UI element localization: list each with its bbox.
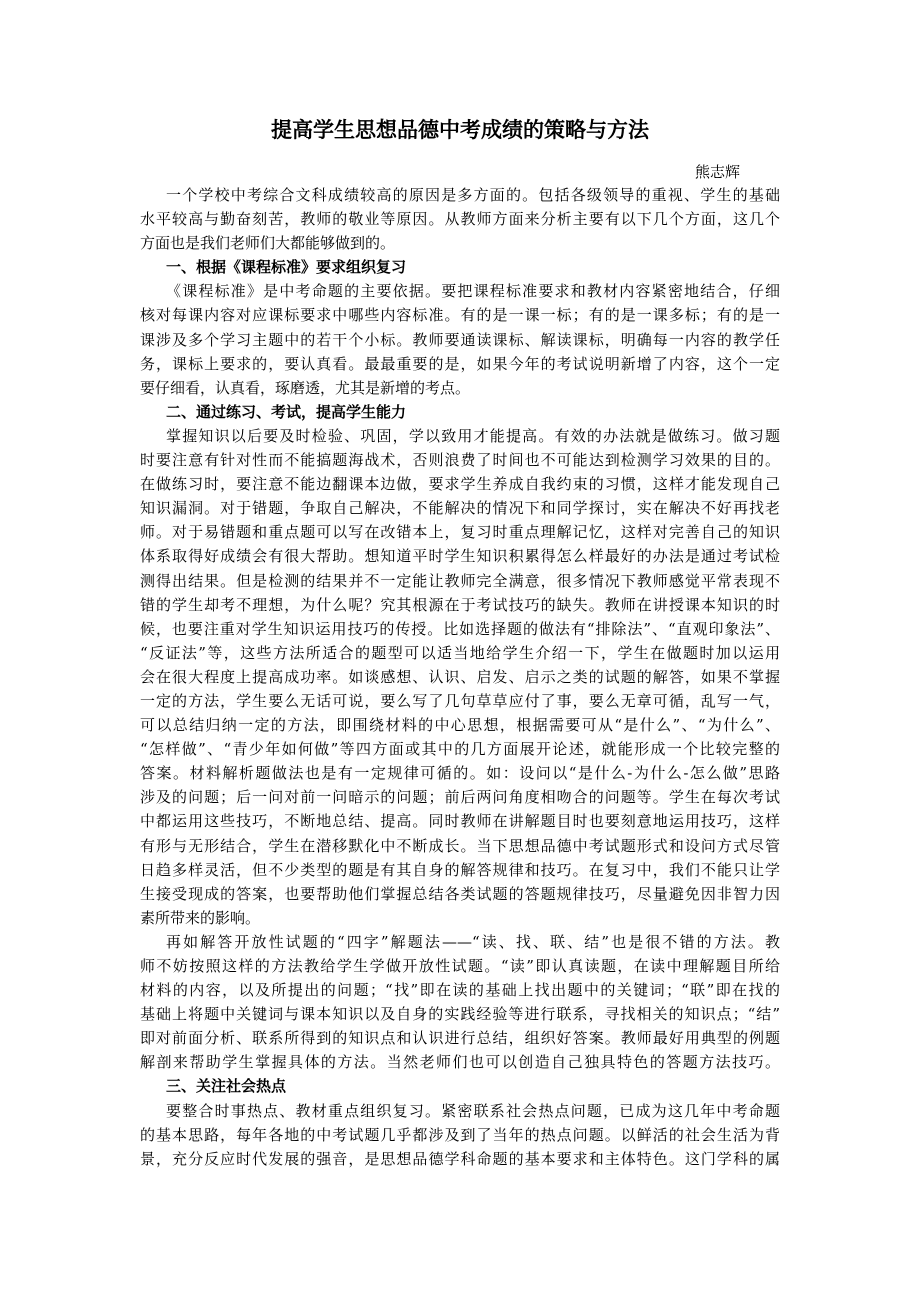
- text-line: [140, 809, 780, 833]
- paragraph: [140, 424, 780, 930]
- text-line: [140, 1002, 780, 1026]
- text-line: [140, 1147, 780, 1171]
- line-text: 要仔细看，认真看，琢磨透，尤其是新增的考点。: [140, 378, 471, 397]
- line-text: 答案。材料解析题做法也是有一定规律可循的。如：设问以“是什么-为什么-怎么做”思路: [140, 764, 780, 783]
- text-line: [140, 761, 780, 785]
- line-text: 错的学生却考不理想，为什么呢？究其根源在于考试技巧的缺失。教师在讲授课本知识的时: [140, 595, 780, 614]
- text-line: [140, 376, 780, 400]
- section-heading: 一、根据《课程标准》要求组织复习: [166, 258, 407, 277]
- text-line: [140, 183, 780, 207]
- line-text: 方面也是我们老师们大都能够做到的。: [140, 234, 396, 253]
- text-line: [140, 689, 780, 713]
- line-text: 候，也要注重对学生知识运用技巧的传授。比如选择题的做法有“排除法”、“直观印象法”、: [140, 619, 780, 638]
- text-line: [140, 882, 780, 906]
- line-text: 一定的方法，学生要么无话可说，要么写了几句草草应付了事，要么无章可循，乱写一气，: [140, 691, 780, 710]
- paragraph: [140, 279, 780, 399]
- line-text: 体系取得好成绩会有很大帮助。想知道平时学生知识积累得怎么样最好的办法是通过考试检: [140, 547, 780, 566]
- line-text: 一个学校中考综合文科成绩较高的原因是多方面的。包括各级领导的重视、学生的基础: [166, 186, 780, 204]
- text-line: [140, 303, 780, 327]
- paragraph: [140, 930, 780, 1075]
- text-line: [140, 207, 780, 231]
- text-line: [140, 279, 780, 303]
- line-text: 中都运用这些技巧，不断地总结、提高。同时教师在讲解题目时也要刻意地运用技巧，这样: [140, 812, 780, 831]
- line-text: 师不妨按照这样的方法教给学生学做开放性试题。“读”即认真读题，在读中理解题目所给: [140, 957, 780, 975]
- text-line: [140, 737, 780, 761]
- text-line: [140, 448, 780, 472]
- text-line: [140, 641, 780, 665]
- paragraph: [140, 183, 780, 255]
- line-text: 在做练习时，要注意不能边翻课本边做，要求学生养成自我约束的习惯，这样才能发现自己: [140, 475, 780, 494]
- line-text: 日趋多样灵活，但不少类型的题是有其自身的解答规律和技巧。在复习中，我们不能只让学: [140, 860, 780, 879]
- text-line: [140, 544, 780, 568]
- line-text: 材料的内容，以及所提出的问题；“找”即在读的基础上找出题中的关键词；“联”即在找的: [140, 981, 780, 1000]
- text-line: [140, 328, 780, 352]
- line-text: 水平较高与勤奋刻苦，教师的敬业等原因。从教师方面来分析主要有以下几个方面，这几个: [140, 210, 780, 229]
- line-text: 的基本思路，每年各地的中考试题几乎都涉及到了当年的热点问题。以鲜活的社会生活为背: [140, 1125, 780, 1144]
- line-text: 知识漏洞。对于错题，争取自己解决，不能解决的情况下和同学探讨，实在解决不好再找老: [140, 499, 780, 518]
- text-line: [140, 954, 780, 978]
- line-text: 基础上将题中关键词与课本知识以及自身的实践经验等进行联系，寻找相关的知识点；“结”: [140, 1005, 780, 1024]
- line-text: 核对每课内容对应课标要求中哪些内容标准。有的是一课一标；有的是一课多标；有的是一: [140, 306, 780, 325]
- line-text: “反证法”等，这些方法所适合的题型可以适当地给学生介绍一下，学生在做题时加以运用: [140, 643, 780, 662]
- section-heading: 三、关注社会热点: [166, 1077, 287, 1096]
- text-line: [140, 834, 780, 858]
- line-text: 涉及的问题；后一问对前一问暗示的问题；前后两问角度相吻合的问题等。学生在每次考试: [140, 788, 780, 807]
- text-line: [140, 858, 780, 882]
- line-text: 解剖来帮助学生掌握具体的方法。当然老师们也可以创造自己独具特色的答题方法技巧。: [140, 1053, 780, 1072]
- document-title: 提高学生思想品德中考成绩的策略与方法: [271, 118, 649, 142]
- text-line: [140, 978, 780, 1002]
- paragraph: [140, 1099, 780, 1171]
- text-line: [140, 713, 780, 737]
- line-text: 可以总结归纳一定的方法，即围绕材料的中心思想，根据需要可从“是什么”、“为什么”、: [140, 716, 780, 735]
- line-text: “怎样做”、“青少年如何做”等四方面或其中的几方面展开论述，就能形成一个比较完整的: [140, 740, 780, 759]
- text-line: [140, 424, 780, 448]
- text-line: [140, 930, 780, 954]
- text-line: [140, 352, 780, 376]
- text-line: [140, 569, 780, 593]
- text-line: [140, 520, 780, 544]
- text-line: [140, 1123, 780, 1147]
- text-line: [140, 906, 780, 930]
- text-line: [140, 785, 780, 809]
- line-text: 测得出结果。但是检测的结果并不一定能让教师完全满意，很多情况下教师感觉平常表现不: [140, 571, 780, 590]
- line-text: 景，充分反应时代发展的强音，是思想品德学科命题的基本要求和主体特色。这门学科的属: [140, 1149, 780, 1168]
- text-line: [140, 617, 780, 641]
- text-line: [140, 472, 780, 496]
- line-text: 即对前面分析、联系所得到的知识点和认识进行总结，组织好答案。教师最好用典型的例题: [140, 1029, 780, 1048]
- text-line: [140, 593, 780, 617]
- line-text: 务，课标上要求的，要认真看。最最重要的是，如果今年的考试说明新增了内容，这个一定: [140, 354, 780, 373]
- document-body: [140, 183, 780, 1171]
- author-name: 熊志辉: [694, 163, 740, 181]
- text-line: [140, 1026, 780, 1050]
- text-line: [140, 1099, 780, 1123]
- line-text: 师。对于易错题和重点题可以写在改错本上，复习时重点理解记忆，这样对完善自己的知识: [140, 523, 780, 542]
- text-line: [140, 496, 780, 520]
- text-line: [140, 231, 780, 255]
- line-text: 《课程标准》是中考命题的主要依据。要把课程标准要求和教材内容紧密地结合，仔细: [166, 282, 780, 301]
- line-text: 课涉及多个学习主题中的若干个小标。教师要通读课标、解读课标，明确每一内容的教学任: [140, 330, 780, 349]
- line-text: 再如解答开放性试题的“四字”解题法——“读、找、联、结”也是很不错的方法。教: [166, 932, 780, 951]
- line-text: 有形与无形结合，学生在潜移默化中不断成长。当下思想品德中考试题形式和设问方式尽管: [140, 836, 780, 855]
- line-text: 素所带来的影响。: [140, 908, 261, 927]
- line-text: 时要注意有针对性而不能搞题海战术，否则浪费了时间也不可能达到检测学习效果的目的。: [140, 451, 780, 470]
- line-text: 掌握知识以后要及时检验、巩固，学以致用才能提高。有效的办法就是做练习。做习题: [166, 426, 780, 445]
- section-heading: 二、通过练习、考试，提高学生能力: [166, 402, 407, 421]
- text-line: [140, 1050, 780, 1074]
- text-line: [140, 665, 780, 689]
- line-text: 会在很大程度上提高成功率。如谈感想、认识、启发、启示之类的试题的解答，如果不掌握: [140, 667, 780, 686]
- line-text: 生接受现成的答案，也要帮助他们掌握总结各类试题的答题规律技巧，尽量避免因非智力因: [140, 884, 780, 903]
- line-text: 要整合时事热点、教材重点组织复习。紧密联系社会热点问题，已成为这几年中考命题: [166, 1101, 780, 1120]
